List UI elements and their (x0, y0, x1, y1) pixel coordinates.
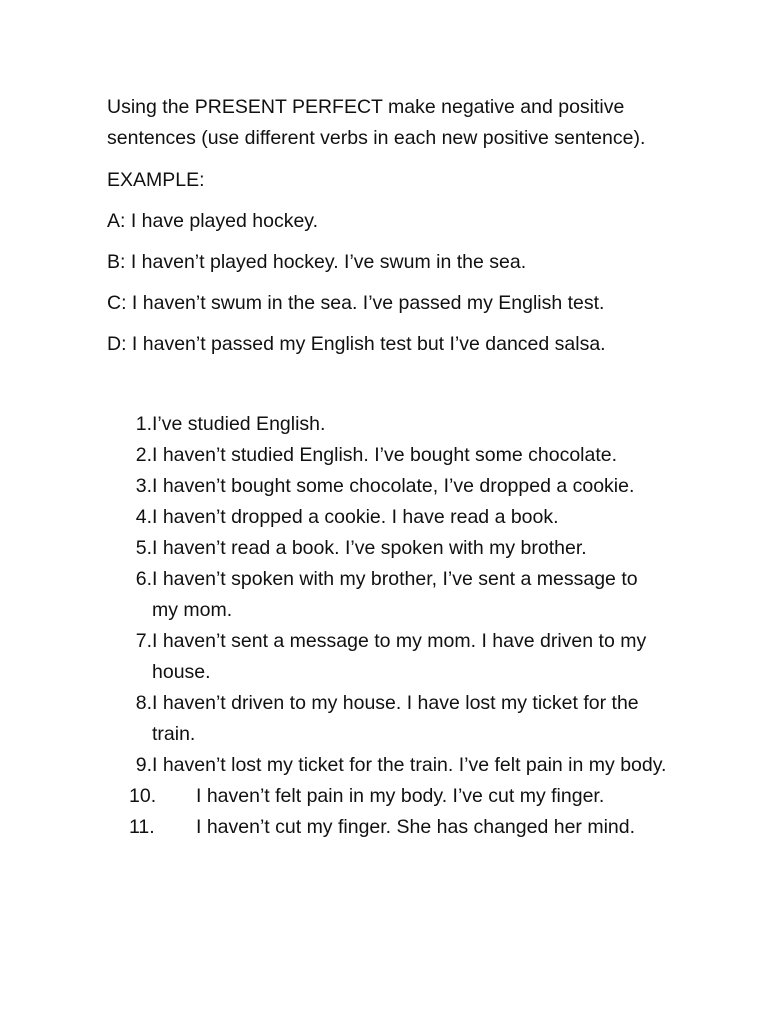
list-item (107, 533, 667, 564)
list-item-number: 2. (135, 444, 152, 466)
list-item-text: I haven’t sent a message to my mom. I have driven to my house. (152, 630, 647, 683)
list-item-number: 5. (135, 537, 152, 559)
list-item (107, 688, 667, 750)
list-item (107, 440, 667, 471)
list-item-text: I haven’t felt pain in my body. I’ve cut my finger. (196, 785, 605, 807)
example-heading: EXAMPLE: (107, 169, 205, 191)
list-item-text: I haven’t cut my finger. She has changed her mind. (196, 816, 636, 838)
list-item-number: 4. (135, 506, 152, 528)
list-item (107, 750, 667, 781)
instructions-paragraph: Using the PRESENT PERFECT make negative and positive sentences (use different verbs in each new positive sentence). (107, 96, 646, 149)
list-item (107, 409, 667, 440)
example-line: A: I have played hockey. (107, 210, 319, 232)
list-item-number: 7. (135, 630, 152, 652)
list-item (107, 502, 667, 533)
list-item-number: 1. (135, 413, 152, 435)
list-item (107, 812, 667, 843)
list-item-number: 9. (135, 754, 152, 776)
list-item (107, 626, 667, 688)
list-item (107, 471, 667, 502)
list-item-number: 10. (129, 785, 157, 807)
list-item-number: 11. (129, 816, 155, 838)
list-item (107, 564, 667, 626)
list-item-text: I haven’t read a book. I’ve spoken with my brother. (152, 537, 587, 559)
exercise-list (107, 409, 667, 843)
example-line: D: I haven’t passed my English test but I’ve danced salsa. (107, 333, 606, 355)
list-item-text: I haven’t studied English. I’ve bought some chocolate. (152, 444, 618, 466)
list-item-number: 6. (135, 568, 152, 590)
list-item-number: 3. (135, 475, 152, 497)
list-item-text: I haven’t dropped a cookie. I have read a book. (152, 506, 559, 528)
list-item-text: I haven’t lost my ticket for the train. I’ve felt pain in my body. (152, 754, 667, 776)
list-item (107, 781, 667, 812)
list-item-number: 8. (135, 692, 152, 714)
list-item-text: I haven’t bought some chocolate, I’ve dropped a cookie. (152, 475, 635, 497)
example-line: B: I haven’t played hockey. I’ve swum in the sea. (107, 251, 527, 273)
document-body (107, 92, 667, 843)
example-line: C: I haven’t swum in the sea. I’ve passed my English test. (107, 292, 605, 314)
list-item-text: I haven’t spoken with my brother, I’ve sent a message to my mom. (152, 568, 638, 621)
list-item-text: I’ve studied English. (152, 413, 326, 435)
list-item-text: I haven’t driven to my house. I have lost my ticket for the train. (152, 692, 639, 745)
